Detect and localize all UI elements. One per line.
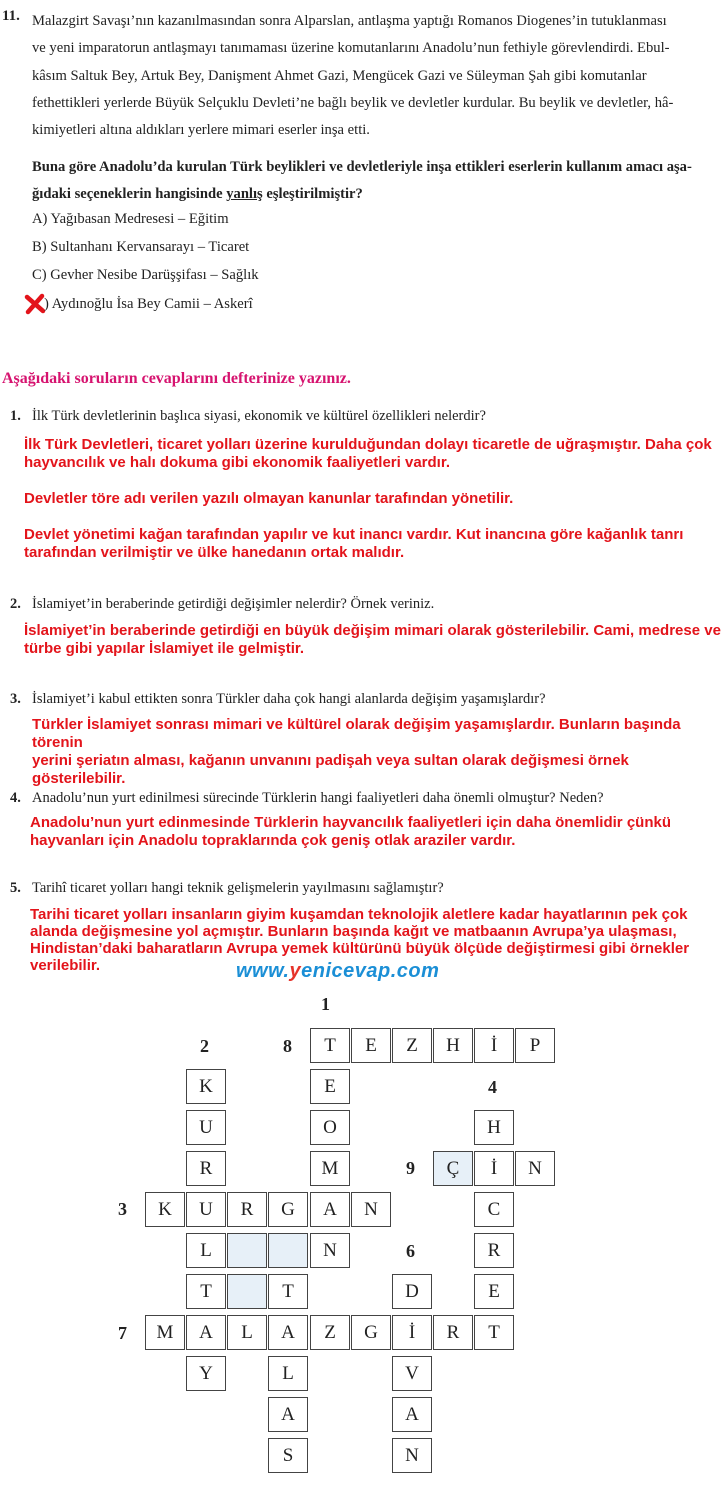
clue-number-3: 3 (118, 1199, 127, 1219)
crossword-cell[interactable]: E (351, 1028, 391, 1063)
crossword-cell[interactable]: E (310, 1069, 350, 1104)
crossword-cell[interactable]: İ (474, 1151, 514, 1186)
question-number: 4. (10, 790, 21, 806)
crossword-cell[interactable]: G (268, 1192, 308, 1227)
clue-number-6: 6 (406, 1241, 415, 1261)
answer-line: tarafından verilmiştir ve ülke hanedanın ortak malıdır. (24, 544, 405, 561)
clue-number-1: 1 (321, 994, 330, 1014)
site-rest: enicevap.com (301, 960, 440, 982)
answer-line: hayvancılık ve halı dokuma gibi ekonomik faaliyetleri vardır. (24, 454, 451, 471)
crossword-cell[interactable]: G (351, 1315, 391, 1350)
question-number: 3. (10, 691, 21, 707)
crossword-cell[interactable]: L (186, 1233, 226, 1268)
answer-line: İslamiyet’in beraberinde getirdiği en büyük değişim mimari olarak gösterilebilir. Cami, medrese ve (24, 622, 721, 639)
question-11-number: 11. (2, 8, 20, 24)
answer-line: İlk Türk Devletleri, ticaret yolları üzerine kurulduğundan dolayı ticaretle de uğraşmıştır. Daha çok (24, 436, 712, 453)
clue-number-7: 7 (118, 1323, 127, 1343)
answer-text (32, 716, 724, 788)
crossword-cell[interactable]: L (268, 1356, 308, 1391)
answer-text (30, 814, 725, 850)
crossword-cell[interactable]: R (227, 1192, 267, 1227)
crossword-cell[interactable]: R (186, 1151, 226, 1186)
crossword-cell[interactable]: A (268, 1315, 308, 1350)
clue-number-9: 9 (406, 1158, 415, 1178)
section-title: Aşağıdaki soruların cevaplarını defterinize yazınız. (2, 370, 351, 387)
passage-line: ve yeni imparatorun antlaşmayı tanımaması üzerine komutanlarını Anadolu’nun fethiyle görevlendirdi. Ebul- (32, 40, 670, 57)
site-watermark (236, 960, 439, 983)
crossword-cell[interactable]: H (474, 1110, 514, 1145)
answer-line: Devlet yönetimi kağan tarafından yapılır ve kut inancı vardır. Kut inancına göre kağanlık tanrı (24, 526, 684, 543)
crossword-cell[interactable]: R (433, 1315, 473, 1350)
passage-line: kimiyetleri altına aldıkları yerlere mimari eserler inşa etti. (32, 122, 370, 139)
question-11-stem (32, 154, 722, 209)
question-number: 1. (10, 408, 21, 424)
crossword-cell[interactable]: C (474, 1192, 514, 1227)
crossword-cell[interactable]: E (474, 1274, 514, 1309)
answer-line: alanda değişmesine yol açmıştır. Bunların başında kağıt ve matbaanın Avrupa’ya ulaşması, (30, 923, 677, 940)
crossword-cell[interactable]: Ç (433, 1151, 473, 1186)
crossword-cell[interactable]: U (186, 1192, 226, 1227)
crossword-cell[interactable]: N (392, 1438, 432, 1473)
crossword-cell[interactable]: P (515, 1028, 555, 1063)
option-d[interactable]: ) Aydınoğlu İsa Bey Camii – Askerî (44, 296, 253, 312)
crossword-cell[interactable]: Z (310, 1315, 350, 1350)
crossword-cell[interactable]: H (433, 1028, 473, 1063)
clue-number-4: 4 (488, 1077, 497, 1097)
question-11-passage (32, 8, 720, 144)
answer-text (24, 490, 724, 508)
crossword-cell[interactable]: O (310, 1110, 350, 1145)
option-c[interactable]: C) Gevher Nesibe Darüşşifası – Sağlık (32, 267, 259, 283)
crossword-cell[interactable]: T (474, 1315, 514, 1350)
crossword-cell[interactable]: S (268, 1438, 308, 1473)
crossword-cell[interactable]: T (310, 1028, 350, 1063)
crossword-cell[interactable]: K (145, 1192, 185, 1227)
answer-line: Türkler İslamiyet sonrası mimari ve kültürel olarak değişim yaşamışlardır. Bunların başında törenin (32, 716, 681, 751)
question-text: İlk Türk devletlerinin başlıca siyasi, ekonomik ve kültürel özellikleri nelerdir? (32, 408, 486, 424)
crossword-shaded-cell (227, 1233, 267, 1268)
option-a[interactable]: A) Yağıbasan Medresesi – Eğitim (32, 211, 229, 227)
passage-line: kâsım Saltuk Bey, Artuk Bey, Danişment Ahmet Gazi, Mengücek Gazi ve Süleyman Şah gibi komutanlar (32, 67, 647, 84)
answer-line: Tarihi ticaret yolları insanların giyim kuşamdan teknolojik aletlere kadar hayatlarının pek çok (30, 906, 688, 923)
answer-line: verilebilir. (30, 957, 101, 974)
question-text: İslamiyet’in beraberinde getirdiği değişimler nelerdir? Örnek veriniz. (32, 596, 435, 612)
clue-number-8: 8 (283, 1036, 292, 1056)
crossword-cell[interactable]: Y (186, 1356, 226, 1391)
crossword-cell[interactable]: İ (392, 1315, 432, 1350)
answer-line: Hindistan’daki baharatların Avrupa yemek kültürünü büyük ölçüde değiştirmesi gibi örnekler (30, 940, 690, 957)
question-text: İslamiyet’i kabul ettikten sonra Türkler daha çok hangi alanlarda değişim yaşamışlardır? (32, 691, 546, 707)
answer-text (24, 436, 724, 472)
crossword-cell[interactable]: A (186, 1315, 226, 1350)
crossword-cell[interactable]: V (392, 1356, 432, 1391)
crossword-cell[interactable]: A (310, 1192, 350, 1227)
crossword-cell[interactable]: M (310, 1151, 350, 1186)
answer-line: türbe gibi yapılar İslamiyet ile gelmiştir. (24, 640, 305, 657)
site-prefix: www. (236, 960, 290, 982)
crossword-cell[interactable]: L (227, 1315, 267, 1350)
crossword-cell[interactable]: A (392, 1397, 432, 1432)
question-number: 2. (10, 596, 21, 612)
crossword-cell[interactable]: N (310, 1233, 350, 1268)
answer-text (24, 526, 724, 562)
crossword-cell[interactable]: D (392, 1274, 432, 1309)
clue-number-2: 2 (200, 1036, 209, 1056)
crossword-shaded-cell (227, 1274, 267, 1309)
answer-line: hayvanları için Anadolu topraklarında çok geniş otlak araziler vardır. (30, 832, 516, 849)
crossword-cell[interactable]: K (186, 1069, 226, 1104)
crossword-cell[interactable]: İ (474, 1028, 514, 1063)
crossword-shaded-cell (268, 1233, 308, 1268)
question-number: 5. (10, 880, 21, 896)
answer-line: yerini şeriatın alması, kağanın unvanını padişah veya sultan olarak değişmesi örnek gösterilebilir. (32, 752, 629, 787)
question-text: Tarihî ticaret yolları hangi teknik gelişmelerin yayılmasını sağlamıştır? (32, 880, 444, 896)
question-text: Anadolu’nun yurt edinilmesi sürecinde Türklerin hangi faaliyetleri daha önemli olmuştur? Neden? (32, 790, 604, 806)
site-y-letter: y (289, 960, 302, 982)
stem-line (32, 181, 722, 208)
option-b[interactable]: B) Sultanhanı Kervansarayı – Ticaret (32, 239, 250, 255)
answer-line: Anadolu’nun yurt edinmesinde Türklerin hayvancılık faaliyetleri için daha önemlidir çünkü (30, 814, 671, 831)
stem-underlined-word: yanlış (226, 186, 263, 203)
stem-pre: ğıdaki seçeneklerin hangisinde (32, 186, 227, 203)
crossword-cell[interactable]: N (351, 1192, 391, 1227)
stem-post: eşleştirilmiştir? (262, 186, 363, 203)
answer-line: Devletler töre adı verilen yazılı olmayan kanunlar tarafından yönetilir. (24, 490, 514, 507)
crossword-cell[interactable]: N (515, 1151, 555, 1186)
crossword-cell[interactable]: T (268, 1274, 308, 1309)
answer-text (24, 622, 724, 658)
stem-line: Buna göre Anadolu’da kurulan Türk beylikleri ve devletleriyle inşa ettikleri eserlerin kullanım amacı aşa- (32, 159, 692, 175)
crossword-cell[interactable]: A (268, 1397, 308, 1432)
crossword-cell[interactable]: U (186, 1110, 226, 1145)
crossword-cell[interactable]: R (474, 1233, 514, 1268)
crossword-cell[interactable]: T (186, 1274, 226, 1309)
crossword-cell[interactable]: Z (392, 1028, 432, 1063)
wrong-answer-cross-icon (24, 293, 46, 315)
passage-line: fethettikleri yerlerde Büyük Selçuklu Devleti’ne bağlı beylik ve devletler kurdular. Bu beylik ve devletler, hâ- (32, 94, 674, 111)
crossword-cell[interactable]: M (145, 1315, 185, 1350)
passage-line: Malazgirt Savaşı’nın kazanılmasından sonra Alparslan, antlaşma yaptığı Romanos Diogenes’in tutuklanması (32, 13, 667, 29)
